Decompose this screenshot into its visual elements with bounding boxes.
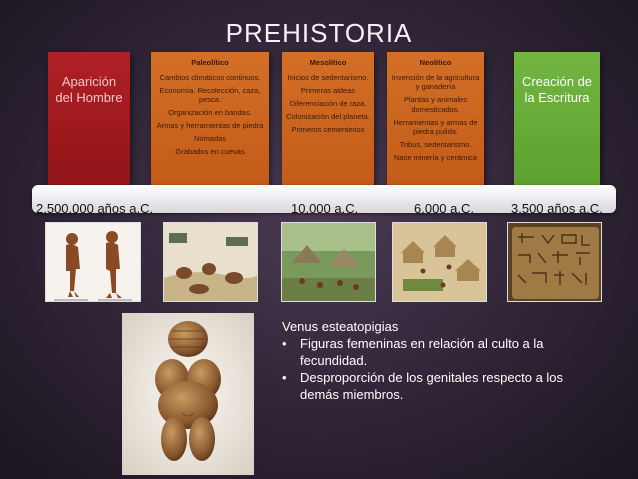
paleolitico-line: Organización en bandas.	[168, 108, 252, 118]
card-paleolitico-head: Paleolítico	[191, 58, 229, 67]
neolitico-line: Invención de la agricultura y ganadería	[391, 73, 480, 92]
mesolitico-line: Diferenciación de raza.	[289, 99, 367, 108]
mesolitico-line: Inicios de sedentarismo.	[287, 73, 369, 82]
page-title: PREHISTORIA	[225, 18, 413, 48]
venus-bullet	[282, 335, 602, 369]
neolitico-line: Nace minería y cerámica	[394, 153, 477, 163]
card-mesolitico-head: Mesolítico	[309, 58, 347, 67]
card-neolitico-head: Neolítico	[419, 58, 452, 67]
mesolitico-line: Primeros cementerios	[291, 125, 365, 134]
venus-figurine-image	[122, 313, 254, 475]
neolitico-line: Plantas y animales domesticados.	[404, 95, 467, 114]
venus-bullet-text: Desproporción de los genitales respecto a los demás miembros.	[300, 370, 564, 402]
neolitico-line: Herramientas y armas de piedra pulida.	[393, 117, 478, 137]
paleolitico-line: Grabados en cuevas	[175, 147, 245, 157]
paleolitico-line: Economía. Recolección, caza, pesca.	[159, 86, 261, 105]
hominid-evolution-image	[45, 222, 141, 302]
bullet-icon: •	[282, 336, 287, 351]
neolithic-settlement-image	[392, 222, 487, 302]
card-mesolitico	[282, 52, 374, 190]
cuneiform-tablet-image	[507, 222, 602, 302]
card-paleolitico	[151, 52, 269, 190]
bullet-icon: •	[282, 370, 287, 385]
card-aparicion-hombre	[48, 52, 130, 190]
card-creacion-escritura	[514, 52, 600, 190]
mesolitico-line: Colonización del planeta.	[286, 112, 370, 121]
paleolithic-camp-image	[163, 222, 258, 302]
neolitico-line: Tribus, sedentarismo.	[399, 140, 472, 150]
timeline-label-2500000: 2,500,000 años a.C.	[36, 201, 154, 216]
paleolitico-line: Cambios climáticos continuos.	[159, 73, 261, 82]
paleolitico-line: Nómadas	[193, 134, 227, 144]
venus-bullet-text: Figuras femeninas en relación al culto a la fecundidad.	[300, 336, 544, 368]
mesolitico-line: Primeras aldeas	[300, 86, 356, 95]
venus-bullet	[282, 369, 602, 403]
card-escritura-label: Creación de la Escritura	[521, 74, 593, 105]
mesolithic-village-image	[281, 222, 376, 302]
timeline-label-6000: 6,000 a.C.	[414, 201, 474, 216]
timeline-label-3500: 3,500 años a.C.	[511, 201, 603, 216]
venus-title: Venus esteatopigias	[282, 319, 399, 334]
card-neolitico	[387, 52, 484, 190]
venus-description	[282, 318, 602, 403]
timeline-label-10000: 10,000 a.C.	[291, 201, 359, 216]
paleolitico-line: Armas y herramientas de piedra	[156, 121, 264, 131]
card-aparicion-label: Aparición del Hombre	[55, 74, 123, 105]
